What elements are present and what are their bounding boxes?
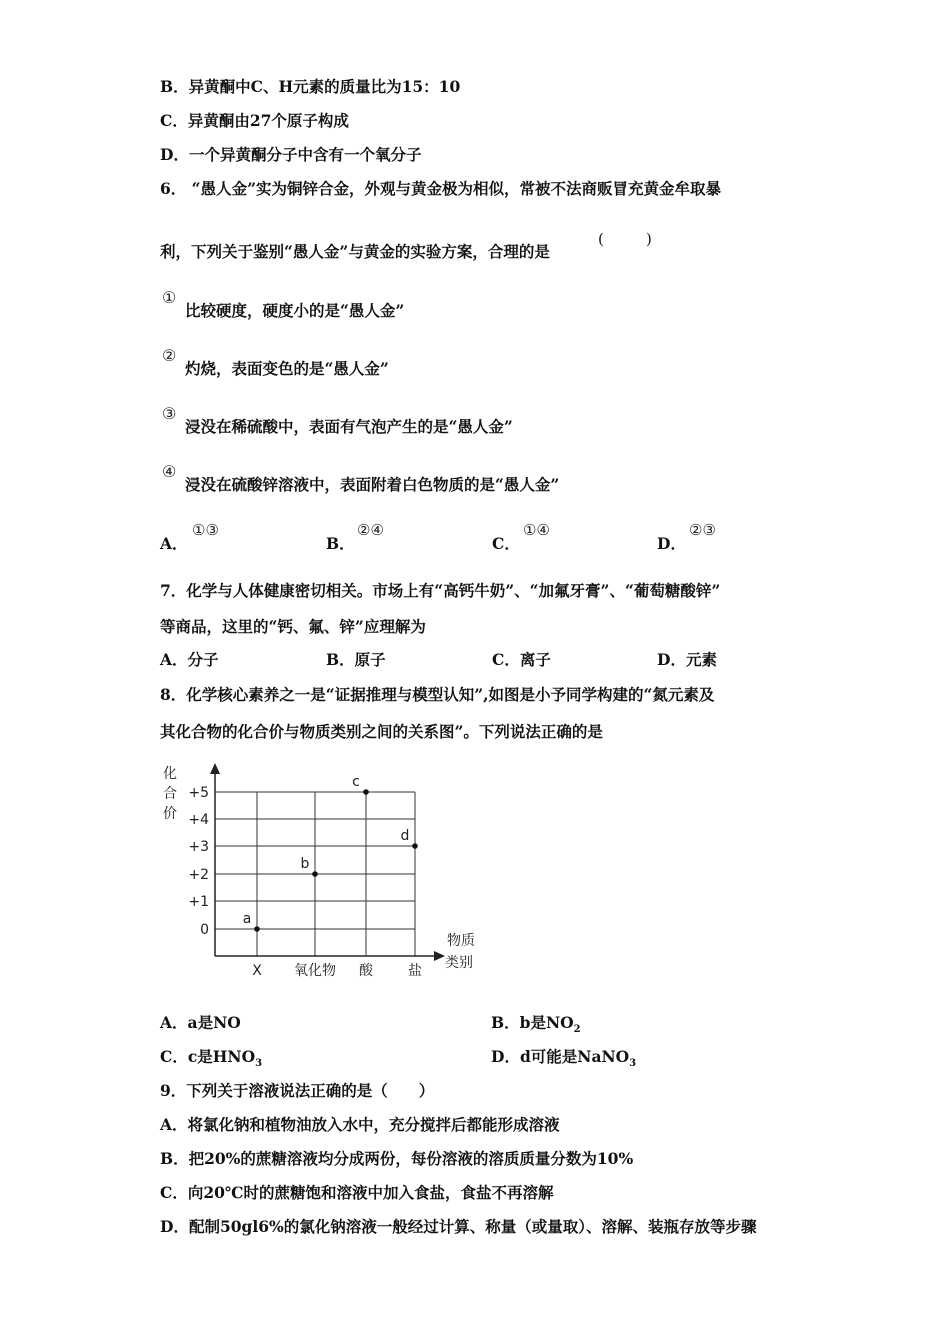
q6-item3-text: 浸没在稀硫酸中，表面有气泡产生的是“愚人金” <box>185 417 513 436</box>
y-label-2: 合 <box>163 786 177 802</box>
y-tick-label: +5 <box>188 785 209 801</box>
q7-stem-line2: 等商品，这里的“钙、氟、锌”应理解为 <box>160 617 426 636</box>
q6-option-b-label: B． <box>326 534 355 553</box>
q8-option-d-subscript: 3 <box>629 1058 637 1070</box>
y-tick-label: +2 <box>188 867 209 883</box>
y-tick-label: +3 <box>188 839 209 855</box>
q8-option-d <box>491 1047 636 1074</box>
q8-option-c-text: C．c是HNO <box>160 1047 256 1066</box>
x-tick-label: 盐 <box>408 963 422 979</box>
q6-item3-mark: ③ <box>162 404 177 423</box>
x-label-1: 物质 <box>447 933 475 949</box>
point-c <box>363 789 369 795</box>
q9-option-a: A．将氯化钠和植物油放入水中，充分搅拌后都能形成溶液 <box>160 1115 560 1134</box>
q9-option-c: C．向20℃时的蔗糖饱和溶液中加入食盐，食盐不再溶解 <box>160 1183 554 1202</box>
x-tick-label: X <box>252 963 262 979</box>
q6-item1-text: 比较硬度，硬度小的是“愚人金” <box>185 301 405 320</box>
valence-category-chart <box>155 758 495 988</box>
q6-option-a-value: ①③ <box>192 521 219 539</box>
q7-stem-line1: 7．化学与人体健康密切相关。市场上有“高钙牛奶”、“加氟牙膏”、“葡萄糖酸锌” <box>160 581 721 600</box>
q6-item1-mark: ① <box>162 288 177 307</box>
x-label-2: 类别 <box>445 955 473 971</box>
q6-stem-line1: 6． “愚人金”实为铜锌合金，外观与黄金极为相似，常被不法商贩冒充黄金牟取暴 <box>160 179 722 198</box>
q5-option-b: B．异黄酮中C、H元素的质量比为15：10 <box>160 77 461 96</box>
q5-option-d: D．一个异黄酮分子中含有一个氧分子 <box>160 145 422 164</box>
y-tick-label: +4 <box>188 812 209 828</box>
q9-option-d: D．配制50gl6%的氯化钠溶液一般经过计算、称量（或量取）、溶解、装瓶存放等步骤 <box>160 1217 757 1236</box>
q8-stem-line2: 其化合物的化合价与物质类别之间的关系图”。下列说法正确的是 <box>160 722 603 741</box>
point-d <box>412 843 418 849</box>
q6-item4-text: 浸没在硫酸锌溶液中，表面附着白色物质的是“愚人金” <box>185 475 560 494</box>
q8-stem-line1: 8．化学核心素养之一是“证据推理与模型认知”,如图是小予同学构建的“氮元素及 <box>160 685 715 704</box>
q8-option-c <box>160 1047 262 1074</box>
q8-option-b-subscript: 2 <box>573 1024 581 1036</box>
y-axis-arrow <box>210 763 220 774</box>
x-tick-label: 酸 <box>359 963 373 979</box>
q6-option-c-label: C． <box>492 534 520 553</box>
y-tick-label: +1 <box>188 894 209 910</box>
q6-item4-mark: ④ <box>162 462 177 481</box>
q8-option-a: A．a是NO <box>160 1013 241 1032</box>
x-tick-label: 氧化物 <box>294 963 336 979</box>
q6-stem-line2: 利，下列关于鉴别“愚人金”与黄金的实验方案，合理的是 <box>160 242 550 261</box>
q6-option-b-value: ②④ <box>357 521 384 539</box>
q7-option-a: A．分子 <box>160 650 219 669</box>
q6-answer-paren-close: ) <box>646 230 652 248</box>
q7-option-c: C．离子 <box>492 650 551 669</box>
q8-option-d-text: D．d可能是NaNO <box>491 1047 630 1066</box>
q8-option-b <box>491 1013 581 1040</box>
point-b <box>312 871 318 877</box>
q5-option-c: C．异黄酮由27个原子构成 <box>160 111 349 130</box>
q8-option-b-text: B．b是NO <box>491 1013 574 1032</box>
q6-option-d-label: D． <box>657 534 686 553</box>
point-label-c: c <box>352 774 360 790</box>
point-a <box>254 926 260 932</box>
point-label-d: d <box>400 828 410 844</box>
y-label-3: 价 <box>163 806 177 822</box>
q6-option-a-label: A． <box>160 534 188 553</box>
point-label-a: a <box>242 911 252 927</box>
q6-option-c-value: ①④ <box>523 521 550 539</box>
q7-option-b: B．原子 <box>326 650 386 669</box>
y-tick-label: 0 <box>200 922 209 938</box>
q7-option-d: D．元素 <box>657 650 717 669</box>
q6-item2-text: 灼烧，表面变色的是“愚人金” <box>185 359 389 378</box>
q8-option-c-subscript: 3 <box>255 1058 263 1070</box>
q9-stem: 9．下列关于溶液说法正确的是（ ） <box>160 1081 435 1100</box>
point-label-b: b <box>300 856 310 872</box>
q6-item2-mark: ② <box>162 346 177 365</box>
q9-option-b: B．把20%的蔗糖溶液均分成两份，每份溶液的溶质质量分数为10% <box>160 1149 634 1168</box>
x-axis-arrow <box>434 951 445 961</box>
q6-option-d-value: ②③ <box>689 521 716 539</box>
y-label-1: 化 <box>163 766 177 782</box>
q6-answer-paren-open: ( <box>598 230 604 248</box>
